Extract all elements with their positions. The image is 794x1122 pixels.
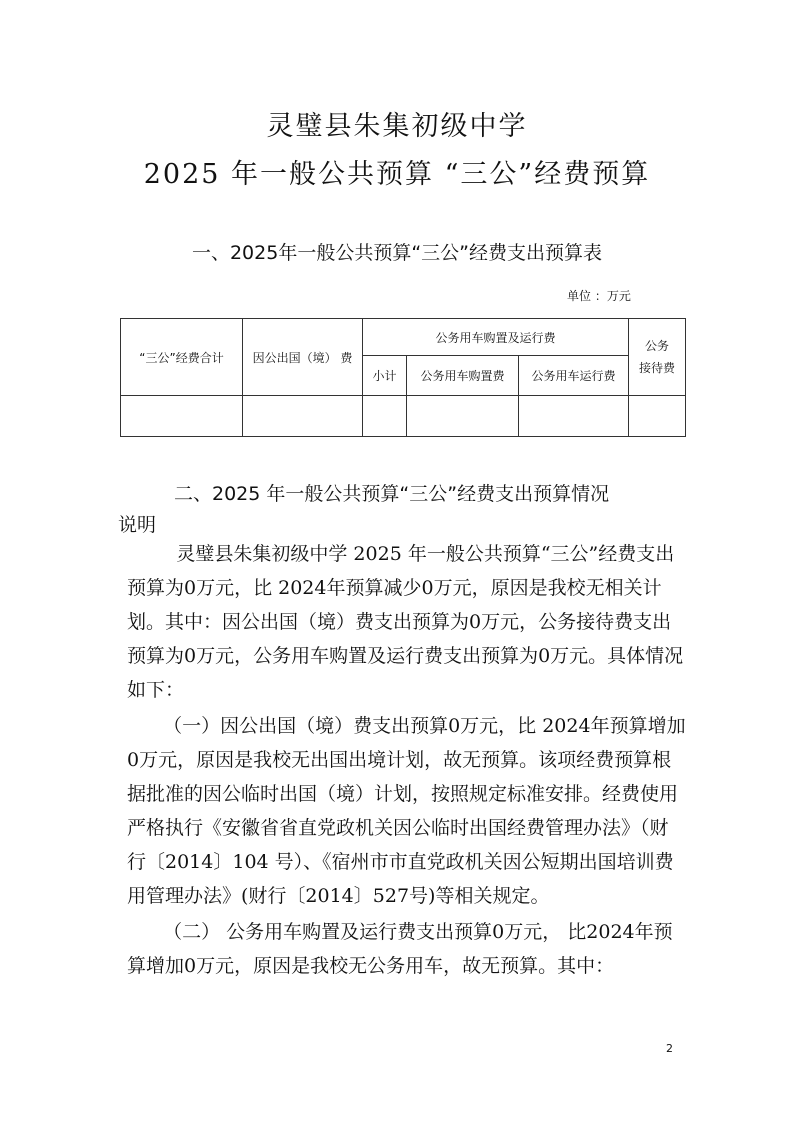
cell-total: [121, 396, 243, 437]
section2-heading: [118, 479, 678, 541]
section1-heading: 一、2025年一般公共预算“三公”经费支出预算表: [191, 242, 603, 264]
unit-label: 单位 ：万元: [567, 289, 631, 303]
cell-reception: [629, 396, 686, 437]
section2-heading-line1: 二、2025 年一般公共预算“三公”经费支出预算情况: [174, 483, 610, 505]
paragraph-summary: 灵璧县朱集初级中学 2025 年一般公共预算“三公”经费支出预算为0万元，比 2024年预算减少0万元，原因是我校无相关计划。其中：因公出国（境）费支出预算为0万元，公务接待费支出预算为0万元，公务用车购置及运行费支出预算为0万元。具体情况如下：: [127, 543, 684, 701]
header-subtotal: 小计: [363, 356, 407, 396]
header-vehicle: 公务用车购置及运行费: [363, 319, 629, 356]
header-purchase: 公务用车购置费: [407, 356, 519, 396]
header-operation: 公务用车运行费: [519, 356, 629, 396]
document-title-line2: 2025 年一般公共预算 “三公”经费预算: [143, 159, 651, 190]
section2-heading-line2: 说明: [118, 514, 157, 536]
paragraph-vehicle: （二） 公务用车购置及运行费支出预算0万元， 比2024年预算增加0万元，原因是我校无公务用车，故无预算。其中：: [127, 921, 673, 977]
cell-abroad: [243, 396, 363, 437]
header-total: “三公”经费合计: [121, 319, 243, 396]
header-abroad: 因公出国（境） 费: [243, 319, 363, 396]
paragraph-abroad: （一）因公出国（境）费支出预算0万元，比 2024年预算增加0万元，原因是我校无出国出境计划，故无预算。该项经费预算根据批准的因公临时出国（境）计划，按照规定标准安排。经费使用严格执行《安徽省省直党政机关因公临时出国经费管理办法》（财行〔2014〕104 号）、《宿州市市直党政机关因公短期出国培训费用管理办法》(财行〔2014〕527号)等相关规定。: [127, 715, 686, 907]
cell-subtotal: [363, 396, 407, 437]
header-reception-line1: 公务: [645, 339, 670, 353]
budget-table: [120, 318, 686, 437]
document-title-line1: 灵璧县朱集初级中学: [266, 111, 528, 142]
cell-purchase: [407, 396, 519, 437]
header-reception: [629, 319, 686, 396]
page-number: 2: [666, 1042, 673, 1055]
header-reception-line2: 接待费: [639, 361, 676, 375]
section2-body: [127, 537, 687, 983]
cell-operation: [519, 396, 629, 437]
